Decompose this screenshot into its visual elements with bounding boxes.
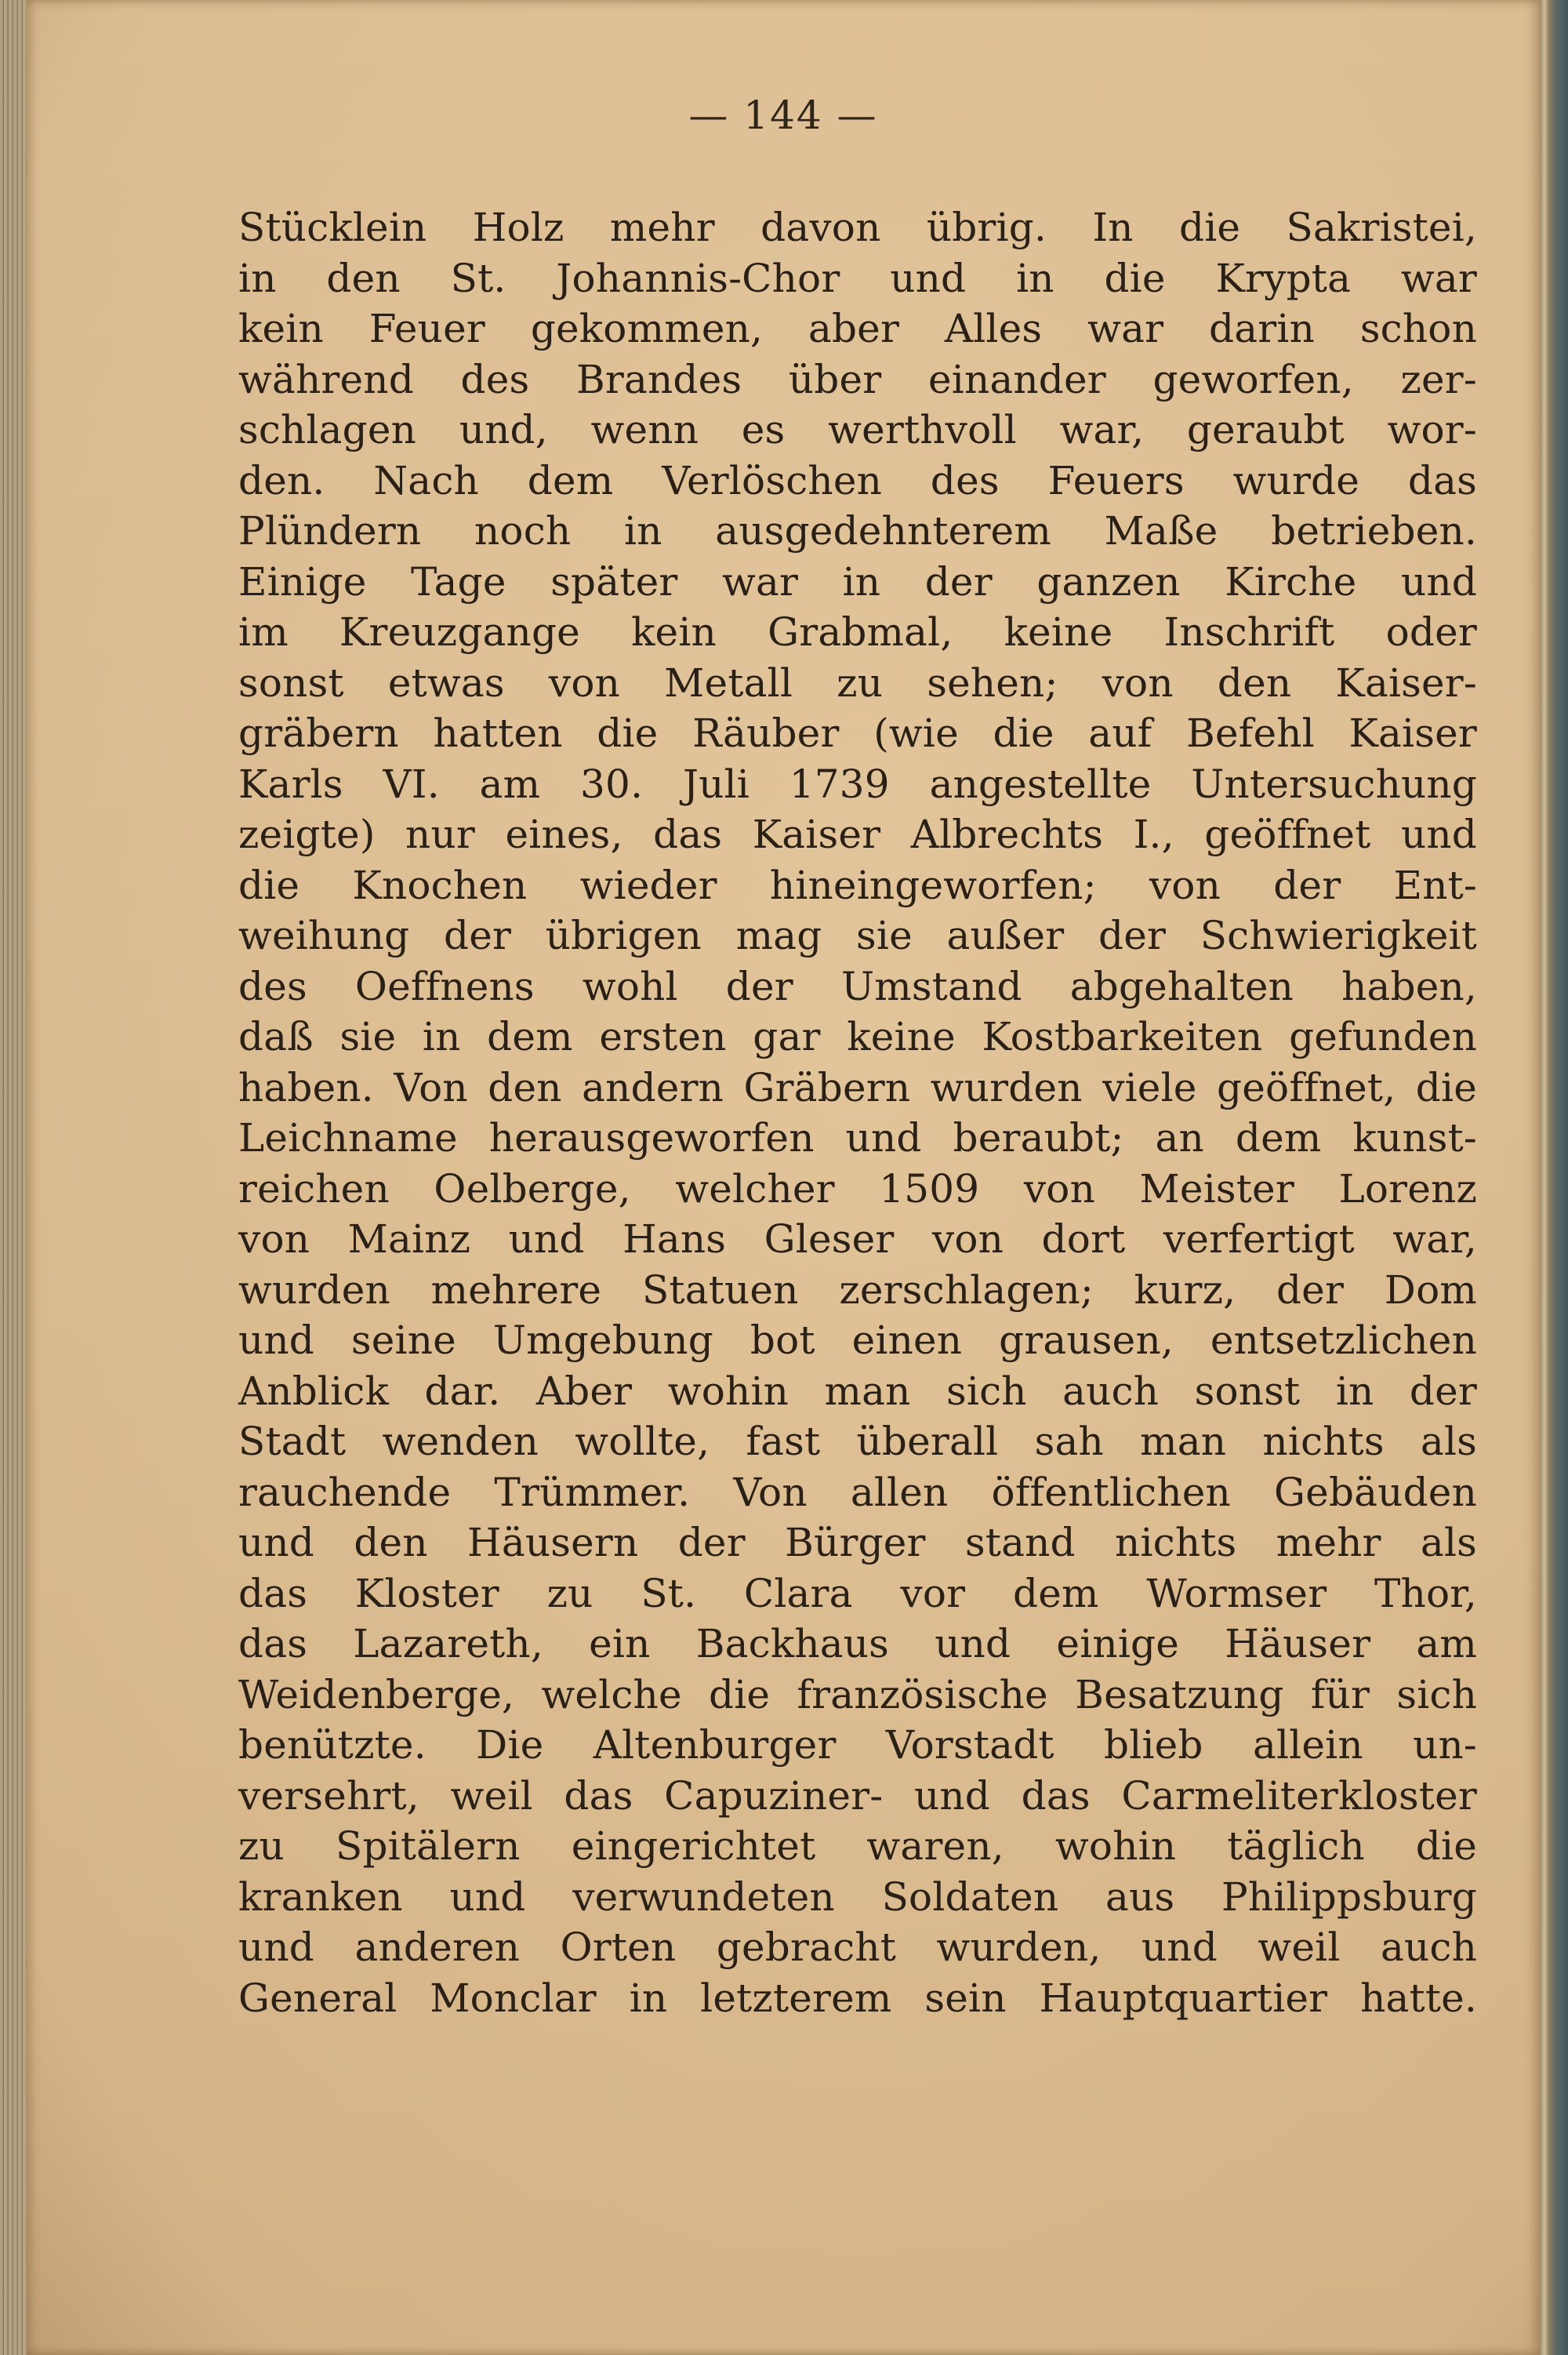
text-line: schlagen und, wenn es werthvoll war, geraubt wor- — [238, 407, 1477, 452]
text-line: Einige Tage später war in der ganzen Kirche und — [238, 558, 1477, 605]
book-cover-edge — [1540, 0, 1568, 2355]
text-line: das Lazareth, ein Backhaus und einige Häuser am — [238, 1621, 1477, 1666]
text-line: in den St. Johannis-Chor und in die Krypta war — [238, 255, 1477, 301]
text-line: Karls VI. am 30. Juli 1739 angestellte Untersuchung — [238, 761, 1477, 807]
text-line: Plündern noch in ausgedehnterem Maße betrieben. — [238, 508, 1477, 554]
text-line: Leichname herausgeworfen und beraubt; an dem kunst- — [238, 1115, 1477, 1161]
text-line: des Oeffnens wohl der Umstand abgehalten haben, — [238, 963, 1477, 1009]
text-line: rauchende Trümmer. Von allen öffentlichen Gebäuden — [238, 1469, 1477, 1515]
text-line: versehrt, weil das Capuziner- und das Carmeliterkloster — [238, 1772, 1477, 1819]
text-line: haben. Von den andern Gräbern wurden viele geöffnet, die — [238, 1064, 1477, 1110]
text-line: zu Spitälern eingerichtet waren, wohin täglich die — [238, 1823, 1477, 1869]
page-number: — 144 — — [688, 93, 878, 138]
body-text — [238, 202, 1477, 2023]
text-line: weihung der übrigen mag sie außer der Schwierigkeit — [238, 913, 1477, 958]
text-line: gräbern hatten die Räuber (wie die auf Befehl Kaiser — [238, 710, 1477, 756]
text-line: reichen Oelberge, welcher 1509 von Meister Lorenz — [238, 1165, 1477, 1212]
text-line: während des Brandes über einander geworfen, zer- — [238, 356, 1477, 402]
text-line: von Mainz und Hans Gleser von dort verfertigt war, — [238, 1216, 1477, 1262]
text-line: wurden mehrere Statuen zerschlagen; kurz, der Dom — [238, 1267, 1477, 1313]
text-line: kranken und verwundeten Soldaten aus Philippsburg — [238, 1873, 1477, 1920]
text-line: im Kreuzgange kein Grabmal, keine Inschrift oder — [238, 609, 1477, 655]
book-page — [27, 0, 1540, 2355]
text-line: die Knochen wieder hineingeworfen; von der Ent- — [238, 862, 1477, 908]
text-line: Anblick dar. Aber wohin man sich auch sonst in der — [238, 1368, 1477, 1414]
text-line: das Kloster zu St. Clara vor dem Wormser Thor, — [238, 1570, 1477, 1616]
text-line: den. Nach dem Verlöschen des Feuers wurde das — [238, 457, 1477, 503]
text-line: General Monclar in letzterem sein Hauptquartier hatte. — [238, 1975, 1477, 2021]
text-line: kein Feuer gekommen, aber Alles war darin schon — [238, 306, 1477, 351]
text-line: und den Häusern der Bürger stand nichts mehr als — [238, 1520, 1477, 1565]
text-line: und anderen Orten gebracht wurden, und weil auch — [238, 1924, 1477, 1970]
text-line: Stücklein Holz mehr davon übrig. In die Sakristei, — [238, 205, 1477, 250]
text-line: sonst etwas von Metall zu sehen; von den Kaiser- — [238, 660, 1477, 706]
text-line: Stadt wenden wollte, fast überall sah man nichts als — [238, 1419, 1477, 1464]
text-line: benützte. Die Altenburger Vorstadt blieb allein un- — [238, 1722, 1477, 1768]
text-line: zeigte) nur eines, das Kaiser Albrechts I., geöffnet und — [238, 812, 1477, 857]
text-line: daß sie in dem ersten gar keine Kostbarkeiten gefunden — [238, 1014, 1477, 1059]
text-line: und seine Umgebung bot einen grausen, entsetzlichen — [238, 1317, 1477, 1363]
text-line: Weidenberge, welche die französische Besatzung für sich — [238, 1671, 1477, 1717]
